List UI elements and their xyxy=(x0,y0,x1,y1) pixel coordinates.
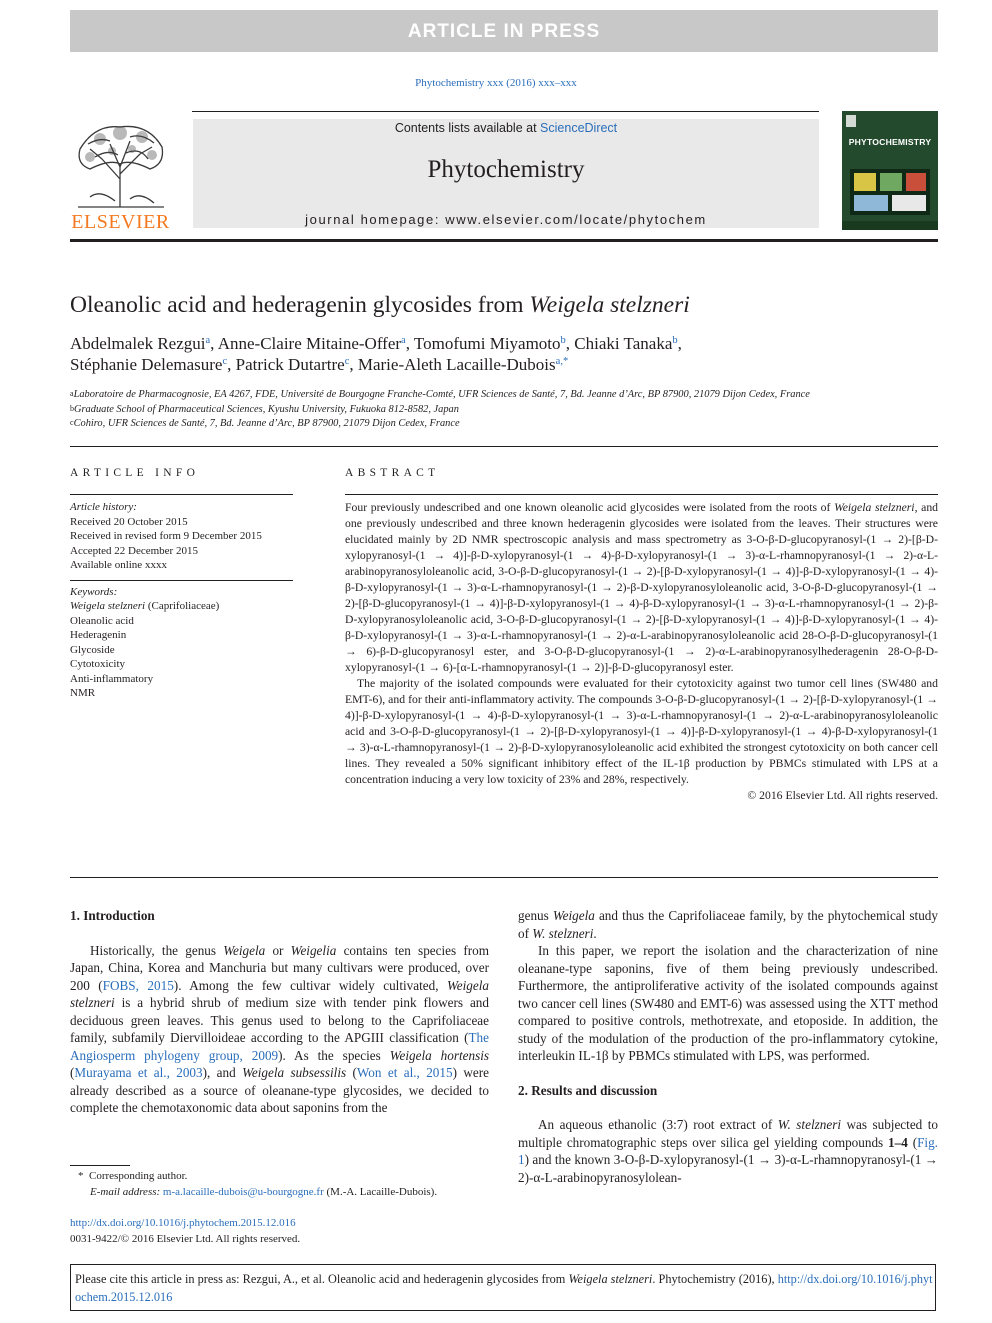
cite-text: . Phytochemistry (2016), xyxy=(652,1272,778,1286)
abstract-rule xyxy=(345,494,938,495)
affiliation-mark: a xyxy=(70,389,74,398)
contents-prefix: Contents lists available at xyxy=(394,121,537,135)
history-item: Accepted 22 December 2015 xyxy=(70,544,198,557)
author-name[interactable]: Abdelmalek Rezgui xyxy=(70,334,206,353)
journal-reference-link[interactable]: Phytochemistry xxx (2016) xxx–xxx xyxy=(415,77,577,89)
body-text: ) and the known 3-O-β-D-xylopyranosyl-(1 → 3)-α-L-rhamnopyranosyl-(1 → 2)-α-L-arabinopyranosylolean- xyxy=(518,1152,938,1185)
author-affiliation-mark[interactable]: b xyxy=(560,335,566,346)
body-text: contains ten species from Japan, China, Korea and Manchuria but many cultivars were produced, over 200 ( xyxy=(70,942,489,993)
intro-continuation xyxy=(518,907,938,942)
citation-link[interactable]: FOBS, 2015 xyxy=(102,977,174,993)
section-heading-results: 2. Results and discussion xyxy=(518,1082,658,1098)
cover-title: PHYTOCHEMISTRY xyxy=(848,137,932,147)
abstract-body xyxy=(345,500,938,804)
author-affiliation-mark[interactable]: b xyxy=(672,335,678,346)
intro-paragraph xyxy=(70,942,489,1117)
affiliation-mark: c xyxy=(70,418,74,427)
author-affiliation-mark[interactable]: a xyxy=(205,335,211,346)
keyword-species: Weigela stelzneri xyxy=(70,600,146,612)
body-text: ( xyxy=(907,1134,918,1150)
keyword-item: Cytotoxicity xyxy=(70,658,125,670)
cite-text: Please cite this article in press as: Rezgui, A., et al. Oleanolic acid and hederagenin glycosides from xyxy=(75,1272,569,1286)
article-in-press-banner: ARTICLE IN PRESS xyxy=(70,10,938,52)
species-name: W. stelzneri xyxy=(777,1117,841,1132)
species-name: Weigela stelzneri xyxy=(70,977,489,1010)
affiliation-mark: b xyxy=(70,403,74,413)
affiliation-text: Cohiro, UFR Sciences de Santé, 7, Bd. Jeanne d’Arc, BP 87900, 21079 Dijon Cedex, France xyxy=(73,418,460,429)
section-divider xyxy=(70,446,938,447)
genus-name: Weigelia xyxy=(290,942,337,958)
footnote-rule xyxy=(70,1165,130,1166)
citation-link[interactable]: Murayama et al., 2003 xyxy=(74,1065,203,1080)
body-divider xyxy=(70,877,938,878)
body-text: Historically, the genus xyxy=(90,942,224,958)
keyword-item xyxy=(70,599,293,614)
keyword-family: (Caprifoliaceae) xyxy=(145,600,220,612)
affiliation-text: Graduate School of Pharmaceutical Sciences, Kyushu University, Fukuoka 812-8582, Japan xyxy=(74,403,459,415)
abstract-paragraph: The majority of the isolated compounds were evaluated for their cytotoxicity against two tumor cell lines (SW480 and EMT-6), and for their anti-inflammatory activity. The compounds 3-O-β-D-glucopyranosyl-(1 → 2)-[β-D-xylopyranosyl-(1 → 4)]-β-D-xylopyranosyl-(1 → 4)-β-D-xylopyranosyl-(1 → 3)-α-L-rhamnopyranosyl-(1 → 2)-α-L-arabinopyranosyloleanolic acid and 3-O-β-D-glucopyranosyl-(1 → 2)-[β-D-xylopyranosyl-(1 → 4)]-β-D-xylopyranosyl-(1 → 4)-β-D-xylopyranosyl-(1 → 3)-α-L-rhamnopyranosyl-(1 → 2)-β-D-xylopyranosyloleanolic acid exhibited the strongest cytotoxicity on both cancer cell lines. They revealed a 50% significant inhibitory effect of the IL-1β production by PBMCs stimulated with LPS at a concentration inducing a very low toxicity of 23% and 28%, respectively. xyxy=(345,677,938,786)
author-name[interactable]: Tomofumi Miyamoto xyxy=(413,334,561,353)
body-text: ), and xyxy=(202,1065,243,1080)
affiliation-b xyxy=(70,403,938,418)
figure-link[interactable]: Fig. 1 xyxy=(518,1134,938,1167)
keyword-item: Anti-inflammatory xyxy=(70,672,154,685)
genus-name: Weigela xyxy=(552,908,595,923)
species-name: Weigela hortensis xyxy=(389,1047,490,1063)
article-info xyxy=(70,500,293,701)
abstract-text: , and one previously undescribed and three known hederagenin glycosides were isolated from the leaves. Their structures were elucidated mainly by 2D NMR spectroscopic analysis and mass spectrometry as 3-O-β-D-glucopyranosyl-(1 → 2)-[β-D-xylopyranosyl-(1 → 4)]-β-D-xylopyranosyl-(1 → 4)-β-D-xylopyranosyl-(1 → 3)-α-L-rhamnopyranosyl-(1 → 2)-α-L-arabinopyranosyloleanolic acid, 3-O-β-D-glucopyranosyl-(1 → 2)-[β-D-xylopyranosyl-(1 → 4)]-β-D-xylopyranosyl-(1 → 4)-β-D-xylopyranosyl-(1 → 3)-α-L-rhamnopyranosyl-(1 → 2)-β-D-xylopyranosyloleanolic acid, 3-O-β-D-glucopyranosyl-(1 → 2)-[β-D-glucopyranosyl-(1 → 4)]-β-D-xylopyranosyl-(1 → 4)-β-D-xylopyranosyl-(1 → 3)-α-L-rhamnopyranosyl-(1 → 2)-β-D-xylopyranosyloleanolic acid, 3-O-β-D-glucopyranosyl-(1 → 2)-[β-D-xylopyranosyl-(1 → 4)]-β-D-xylopyranosyl-(1 → 4)-β-D-xylopyranosyl-(1 → 3)-α-L-rhamnopyranosyl-(1 → 2)-α-L-arabinopyranosyloleanolic acid 28-O-β-D-glucopyranosyl-(1 → 6)-β-D-glucopyranosyl ester, and 3-O-β-D-glucopyranosyl-(1 → 2)-α-L-arabinopyranosylhederagenin 28-O-β-D-xylopyranosyl-(1 → 6)-[α-L-rhamnopyranosyl-(1 → 2)]-β-D-glucopyranosyl ester. xyxy=(345,501,939,674)
author-name[interactable]: Patrick Dutartre xyxy=(235,355,345,374)
email-label: E-mail address: xyxy=(90,1185,161,1198)
body-text: is a hybrid shrub of medium size with tender pink flowers and deciduous green leaves. This genus used to belong to the Caprifoliaceae family, subfamily Diervilloideae according to the APGIII classification ( xyxy=(70,995,489,1045)
corresponding-author-footnote xyxy=(70,1169,489,1200)
abstract-species: Weigela stelzneri xyxy=(834,501,915,514)
article-title xyxy=(70,292,938,319)
author-separator: , xyxy=(227,355,236,374)
body-text: ) were already described as a source of oleanane-type glycosides, we decided to complete the chemotaxonomic data about saponins from the xyxy=(70,1065,489,1115)
affiliation-list xyxy=(70,388,938,432)
affiliation-a xyxy=(70,388,938,403)
author-list xyxy=(70,333,938,375)
keywords-block xyxy=(70,580,293,701)
body-text: ( xyxy=(346,1065,357,1080)
compound-numbers: 1–4 xyxy=(888,1134,908,1150)
email-owner: (M.-A. Lacaille-Dubois). xyxy=(323,1185,438,1198)
species-name: W. stelzneri xyxy=(532,925,594,941)
author-separator: , xyxy=(565,334,575,353)
body-text: genus xyxy=(518,908,553,923)
citation-link[interactable]: Won et al., 2015 xyxy=(356,1065,453,1080)
author-name[interactable]: Chiaki Tanaka xyxy=(574,334,673,353)
doi-block xyxy=(70,1216,489,1247)
cite-doi-link[interactable]: http://dx.doi.org/10.1016/j.phytochem.2015.12.016 xyxy=(75,1272,933,1304)
history-label: Article history: xyxy=(70,501,137,513)
author-separator: , xyxy=(210,334,218,353)
body-text: ). As the species xyxy=(278,1047,390,1063)
keyword-item: Oleanolic acid xyxy=(70,614,134,627)
abstract-heading: ABSTRACT xyxy=(345,467,440,479)
journal-homepage[interactable]: journal homepage: www.elsevier.com/locate/phytochem xyxy=(305,212,707,227)
author-separator: , xyxy=(405,334,414,353)
keyword-item: Hederagenin xyxy=(70,629,127,641)
body-text: An aqueous ethanolic (3:7) root extract of xyxy=(538,1117,778,1132)
elsevier-wordmark: ELSEVIER xyxy=(71,211,170,233)
journal-cover-image xyxy=(842,111,938,230)
body-column-left xyxy=(70,907,489,1117)
author-separator: , xyxy=(677,334,682,353)
citation-notice-box xyxy=(70,1264,936,1311)
citation-link[interactable]: The Angiosperm phylogeny group, 2009 xyxy=(70,1030,489,1063)
author-affiliation-mark[interactable]: c xyxy=(222,356,228,367)
abstract-text: Four previously undescribed and one known oleanolic acid glycosides were isolated from the roots of xyxy=(345,501,835,514)
history-item: Available online xxxx xyxy=(70,559,167,571)
species-name: Weigela subsessilis xyxy=(242,1065,347,1080)
history-item: Received in revised form 9 December 2015 xyxy=(70,530,262,542)
intro-paragraph: In this paper, we report the isolation and the characterization of nine oleanane-type saponins, five of them being previously undescribed. Furthermore, the antiproliferative activity of the isolated compounds against two cancer cell lines (SW480 and EMT-6) was assessed using the XTT method compared to positive controls, methotrexate, and etoposide. In addition, the study of the modulation of the production of the pro-inflammatory cytokine, interleukin IL-1β by PBMCs stimulated with LPS, was performed. xyxy=(518,943,938,1063)
body-text: ( xyxy=(70,1065,75,1080)
author-separator: , xyxy=(349,355,358,374)
corresponding-label: Corresponding author. xyxy=(89,1170,188,1182)
keyword-item: NMR xyxy=(70,687,96,699)
keywords-label: Keywords: xyxy=(70,585,118,598)
author-affiliation-mark[interactable]: a,* xyxy=(555,356,569,367)
footnote-star: * xyxy=(78,1170,84,1182)
cite-species: Weigela stelzneri xyxy=(568,1272,653,1286)
results-paragraph xyxy=(518,1116,938,1186)
author-name[interactable]: Marie-Aleth Lacaille-Dubois xyxy=(357,355,556,374)
author-affiliation-mark[interactable]: c xyxy=(344,356,350,367)
body-text: was subjected to multiple chromatographic steps over silica gel yielding compounds xyxy=(518,1117,938,1150)
body-text: ). Among the few cultivar widely cultivated, xyxy=(173,977,447,993)
section-heading-introduction: 1. Introduction xyxy=(70,908,155,923)
body-text: and thus the Caprifoliaceae family, by the phytochemical study of xyxy=(518,908,938,941)
copyright-notice: © 2016 Elsevier Ltd. All rights reserved. xyxy=(747,789,938,802)
article-info-heading: ARTICLE INFO xyxy=(70,467,200,479)
author-affiliation-mark[interactable]: a xyxy=(401,335,406,346)
genus-name: Weigela xyxy=(223,942,266,958)
body-text: . xyxy=(593,925,597,941)
header-rule xyxy=(192,111,819,112)
affiliation-c xyxy=(70,417,938,432)
email-link[interactable]: m-a.lacaille-dubois@u-bourgogne.fr xyxy=(162,1185,324,1198)
body-text: or xyxy=(265,942,291,958)
history-item: Received 20 October 2015 xyxy=(70,515,188,528)
masthead-thick-rule xyxy=(70,239,938,242)
journal-title: Phytochemistry xyxy=(427,156,585,183)
info-rule xyxy=(70,494,293,495)
body-column-right xyxy=(518,907,938,1186)
title-species: Weigela stelzneri xyxy=(529,292,690,318)
abstract-paragraph xyxy=(345,500,938,676)
keyword-item: Glycoside xyxy=(70,643,115,656)
author-name[interactable]: Stéphanie Delemasure xyxy=(70,355,223,374)
issn-line: 0031-9422/© 2016 Elsevier Ltd. All rights reserved. xyxy=(70,1232,301,1245)
author-name[interactable]: Anne-Claire Mitaine-Offer xyxy=(217,334,402,353)
contents-line xyxy=(193,121,819,135)
title-text: Oleanolic acid and hederagenin glycosides from xyxy=(70,292,524,318)
doi-link[interactable]: http://dx.doi.org/10.1016/j.phytochem.2015.12.016 xyxy=(70,1217,296,1229)
affiliation-text: Laboratoire de Pharmacognosie, EA 4267, FDE, Université de Bourgogne Franche-Comté, UFR Sciences de Santé, 7, Bd. Jeanne d’Arc, BP 87900, 21079 Dijon Cedex, France xyxy=(73,389,810,400)
sciencedirect-link[interactable]: ScienceDirect xyxy=(540,121,618,135)
